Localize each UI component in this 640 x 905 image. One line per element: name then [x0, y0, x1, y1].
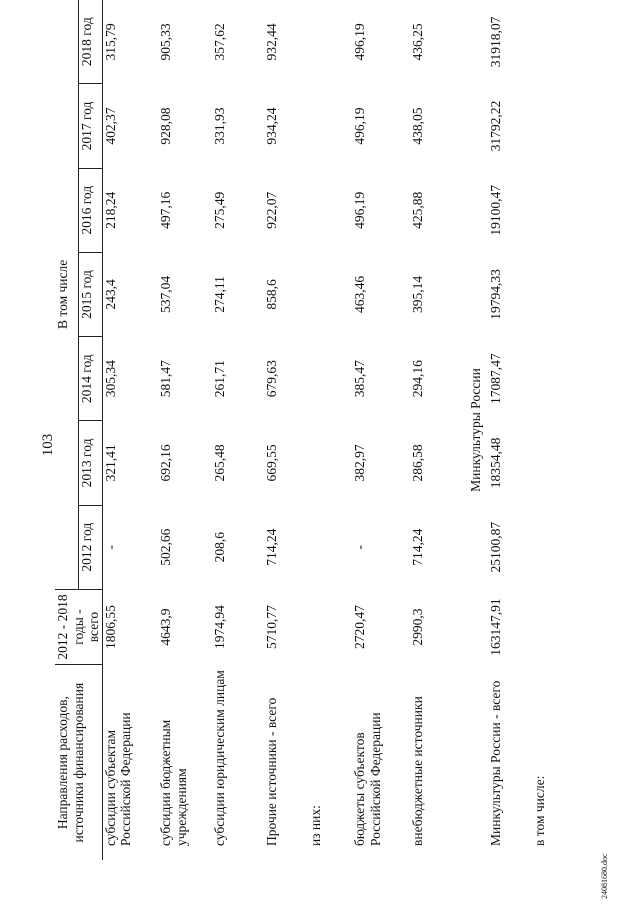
funding-table — [55, 0, 562, 860]
row-value: 425,88 — [410, 191, 426, 229]
row-value: 19100,47 — [487, 184, 503, 236]
row-value: 537,04 — [158, 275, 174, 314]
row-label: из них: — [308, 805, 324, 846]
row-total: 1974,94 — [212, 605, 228, 649]
row-total: 1806,55 — [102, 605, 118, 649]
row-value: 928,08 — [158, 107, 174, 145]
row-value — [308, 252, 352, 336]
row-value — [308, 421, 352, 505]
table-row — [488, 0, 532, 860]
row-value: - — [352, 544, 368, 550]
row-value — [532, 84, 562, 168]
row-value: 679,63 — [264, 360, 280, 398]
header-year: 2014 год — [78, 337, 102, 421]
table-row — [308, 0, 352, 860]
page-number: 103 — [40, 433, 56, 457]
row-value: 208,6 — [212, 532, 228, 563]
row-value: 692,16 — [158, 444, 174, 482]
doc-stamp: 24081680.doc — [600, 853, 609, 899]
row-value: 714,24 — [264, 528, 280, 566]
header-year: 2012 год — [78, 505, 102, 589]
row-value: 218,24 — [102, 191, 118, 229]
row-value — [532, 337, 562, 421]
header-year: 2015 год — [78, 252, 102, 336]
row-total: 163147,91 — [487, 598, 503, 656]
table-row — [102, 0, 158, 860]
row-value: 934,24 — [264, 107, 280, 145]
row-total: 5710,77 — [264, 605, 280, 649]
header-year: 2013 год — [78, 421, 102, 505]
header-year: 2017 год — [78, 84, 102, 168]
row-label: субсидии юридическим лицам — [212, 670, 228, 846]
row-value: 321,41 — [102, 444, 118, 482]
section-title: Минкультуры России — [468, 368, 484, 492]
row-total: 2720,47 — [352, 605, 368, 649]
row-value: 31792,22 — [487, 100, 503, 152]
row-value — [532, 505, 562, 589]
row-value: 502,66 — [158, 528, 174, 566]
row-value — [308, 84, 352, 168]
row-value: 286,58 — [410, 444, 426, 482]
row-value: 19794,33 — [487, 269, 503, 320]
header-total: 2012 - 2018 годы - всего — [55, 589, 102, 665]
row-label: бюджеты субъектов Российской Федерации — [352, 712, 383, 846]
row-total: 4643,9 — [158, 608, 174, 646]
row-value: 402,37 — [102, 107, 118, 145]
row-value: 496,19 — [352, 107, 368, 145]
row-label: субсидии бюджетным учреждениям — [158, 719, 189, 846]
table-row — [212, 0, 264, 860]
row-total — [308, 589, 352, 665]
row-value: 315,79 — [102, 23, 118, 61]
row-total — [532, 589, 562, 665]
row-value: 385,47 — [352, 360, 368, 398]
row-value: 581,47 — [158, 360, 174, 398]
row-label: Прочие источники - всего — [264, 697, 280, 846]
header-year: 2016 год — [78, 168, 102, 252]
row-value: 265,48 — [212, 444, 228, 482]
table-row — [264, 0, 308, 860]
row-value — [308, 0, 352, 84]
row-value: 25100,87 — [487, 521, 503, 573]
row-value: 436,25 — [410, 23, 426, 61]
row-value: 932,44 — [264, 23, 280, 61]
table-row — [410, 0, 464, 860]
row-value: 922,07 — [264, 191, 280, 229]
row-label: в том числе: — [531, 775, 547, 846]
row-value: 497,16 — [158, 191, 174, 229]
row-value: 496,19 — [352, 191, 368, 229]
row-value: 438,05 — [410, 107, 426, 145]
row-value: 382,97 — [352, 444, 368, 482]
row-value: 331,93 — [212, 107, 228, 145]
row-value — [532, 0, 562, 84]
row-value: 274,11 — [212, 276, 228, 313]
row-value: 243,4 — [102, 279, 118, 310]
row-value: 17087,47 — [487, 353, 503, 405]
row-value: - — [102, 544, 118, 550]
row-label: субсидии субъектам Российской Федерации — [102, 712, 134, 846]
row-value: 275,49 — [212, 191, 228, 229]
row-value: 395,14 — [410, 275, 426, 314]
row-value: 294,16 — [410, 360, 426, 398]
row-value — [532, 421, 562, 505]
row-value: 858,6 — [264, 279, 280, 310]
row-value: 669,55 — [264, 444, 280, 482]
row-value: 261,71 — [212, 360, 228, 398]
table-row — [532, 0, 562, 860]
row-value — [532, 252, 562, 336]
header-in-that: В том числе — [55, 0, 78, 589]
row-value — [308, 337, 352, 421]
row-value: 305,34 — [102, 360, 118, 398]
row-label: внебюджетные источники — [410, 696, 426, 846]
row-value: 496,19 — [352, 23, 368, 61]
row-total: 2990,3 — [410, 608, 426, 646]
row-value — [308, 168, 352, 252]
row-value: 463,46 — [352, 275, 368, 314]
row-value: 357,62 — [212, 23, 228, 61]
row-value: 905,33 — [158, 23, 174, 61]
row-value — [532, 168, 562, 252]
header-directions: Направления расходов, источники финансирования — [55, 665, 102, 860]
row-value: 714,24 — [410, 528, 426, 566]
table-row — [158, 0, 212, 860]
row-value — [308, 505, 352, 589]
row-value: 31918,07 — [487, 16, 503, 68]
header-year: 2018 год — [78, 0, 102, 84]
row-label: Минкультуры России - всего — [487, 680, 503, 846]
table-row — [352, 0, 410, 860]
row-value: 18354,48 — [487, 437, 503, 489]
